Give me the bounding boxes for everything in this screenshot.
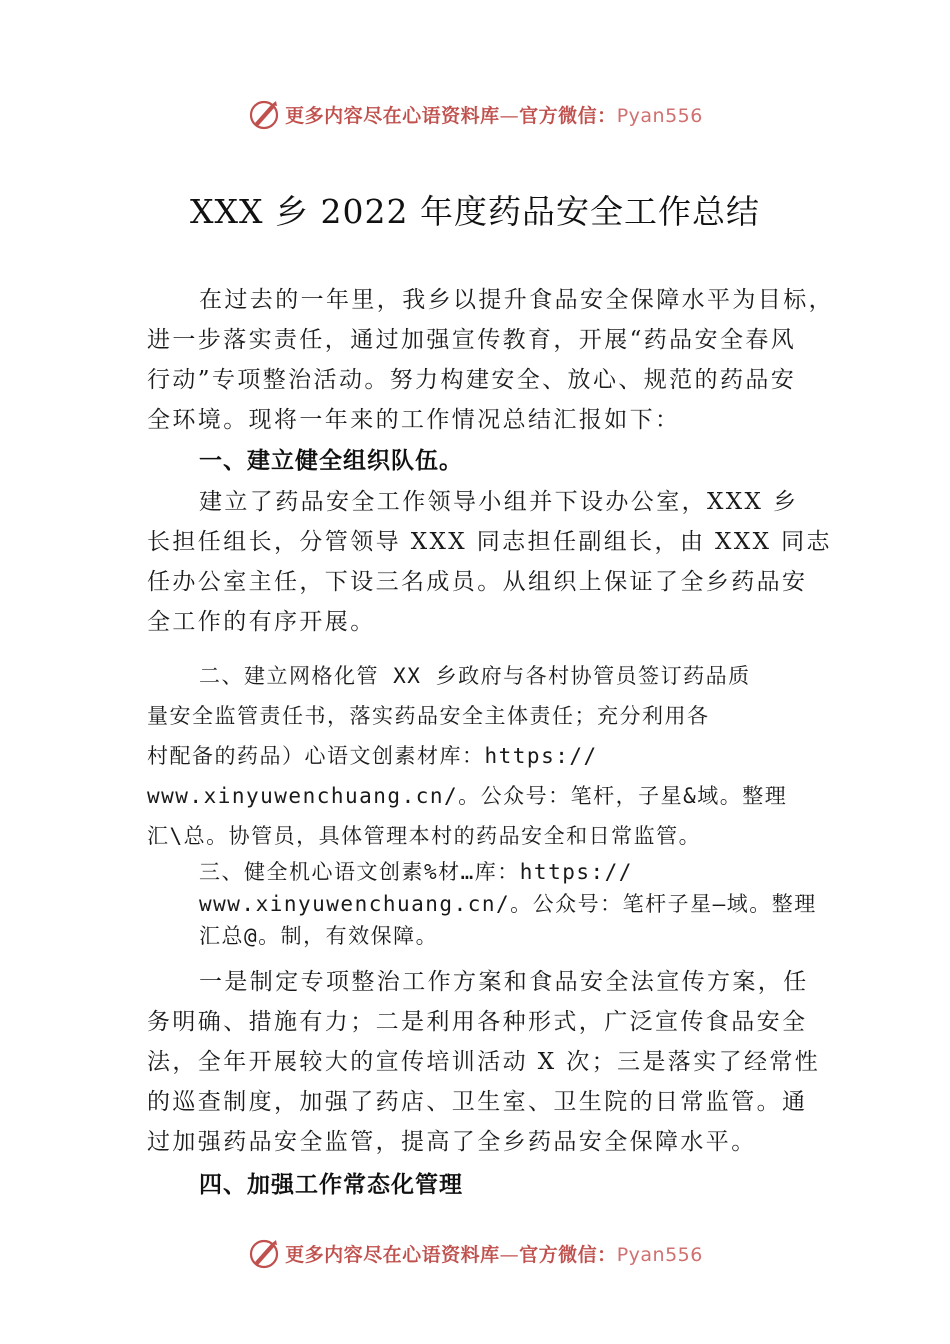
section-3-body-line-2: 务明确、措施有力；二是利用各种形式，广泛宣传食品安全 — [147, 1009, 808, 1035]
footer-banner — [0, 1233, 950, 1273]
section-3-line-3: 汇总@。制，有效保障。 — [199, 924, 439, 948]
pen-logo-icon — [247, 1236, 281, 1270]
intro-line-4: 全环境。现将一年来的工作情况总结汇报如下： — [147, 407, 681, 433]
section-1-line-2: 长担任组长，分管领导 XXX 同志担任副组长，由 XXX 同志 — [147, 529, 832, 555]
section-1-line-1: 建立了药品安全工作领导小组并下设办公室，XXX 乡 — [199, 489, 799, 515]
section-2-line-1: 二、建立网格化管 XX 乡政府与各村协管员签订药品质 — [199, 664, 751, 688]
section-3-body-line-3: 法，全年开展较大的宣传培训活动 X 次；三是落实了经常性 — [147, 1049, 821, 1075]
section-2-line-5: 汇\总。协管员，具体管理本村的药品安全和日常监管。 — [147, 824, 702, 848]
intro-paragraph — [147, 280, 834, 440]
section-3-body-line-5: 过加强药品安全监管，提高了全乡药品安全保障水平。 — [147, 1129, 757, 1155]
section-1-line-4: 全工作的有序开展。 — [147, 609, 376, 635]
banner-text: 更多内容尽在心语资料库—官方微信：Pyan556 — [285, 1243, 703, 1266]
section-3-body-paragraph — [147, 962, 821, 1162]
section-1-paragraph — [147, 482, 832, 642]
pen-logo-icon — [247, 97, 281, 131]
intro-line-1: 在过去的一年里，我乡以提升食品安全保障水平为目标， — [199, 287, 834, 313]
section-1-line-3: 任办公室主任，下设三名成员。从组织上保证了全乡药品安 — [147, 569, 808, 595]
section-3-body-line-4: 的巡查制度，加强了药店、卫生室、卫生院的日常监管。通 — [147, 1089, 808, 1115]
section-2-paragraph — [147, 656, 807, 856]
section-2-line-2: 量安全监管责任书，落实药品安全主体责任；充分利用各 — [147, 704, 710, 728]
intro-line-3: 行动”专项整治活动。努力构建安全、放心、规范的药品安 — [147, 367, 797, 393]
page-title: XXX 乡 2022 年度药品安全工作总结 — [190, 192, 760, 231]
section-2-line-4: www.xinyuwenchuang.cn/。公众号：笔杆，子星&域。整理 — [147, 784, 788, 808]
section-4-heading: 四、加强工作常态化管理 — [199, 1172, 463, 1198]
section-1-heading: 一、建立健全组织队伍。 — [199, 448, 463, 474]
section-2-line-3: 村配备的药品）心语文创素材库：https:// — [147, 744, 598, 768]
header-banner — [0, 94, 950, 134]
section-3-body-line-1: 一是制定专项整治工作方案和食品安全法宣传方案，任 — [199, 969, 809, 995]
section-3-paragraph — [199, 856, 839, 952]
section-3-line-1: 三、健全机心语文创素%材…库：https:// — [199, 860, 633, 884]
intro-line-2: 进一步落实责任，通过加强宣传教育，开展“药品安全春风 — [147, 327, 797, 353]
section-3-line-2: www.xinyuwenchuang.cn/。公众号：笔杆子星—域。整理 — [199, 892, 817, 916]
banner-text: 更多内容尽在心语资料库—官方微信：Pyan556 — [285, 104, 703, 127]
